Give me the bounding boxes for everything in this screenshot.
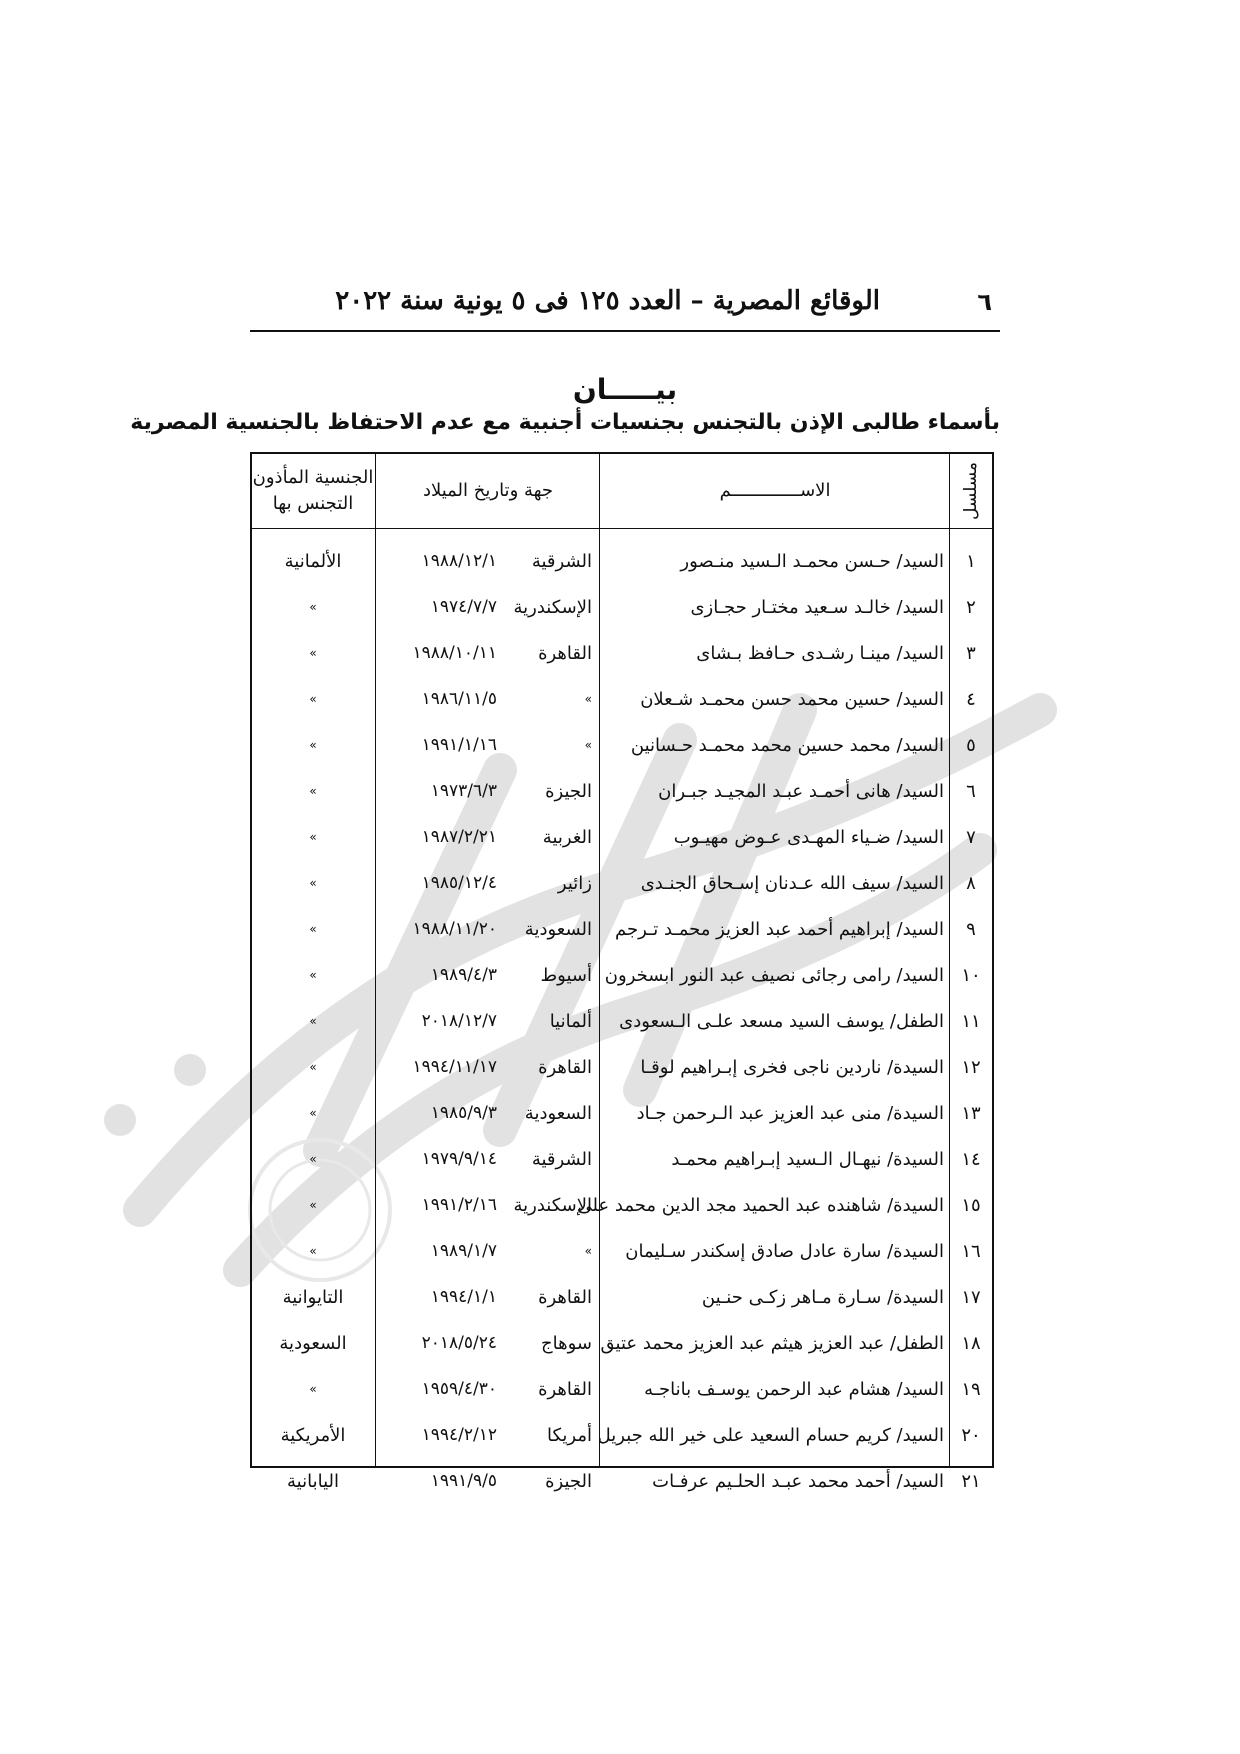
row-birth-place: الجيزة [545, 780, 592, 802]
row-name: السيد/ إبراهيم أحمد عبد العزيز محمـد تـرجم [614, 918, 944, 940]
row-birth-date: ١٩٩٤/١١/١٧ [412, 1057, 497, 1077]
row-birth-place: » [584, 692, 592, 706]
row-serial: ١٤ [961, 1148, 981, 1170]
table-row [252, 1228, 992, 1274]
page-header [250, 272, 1000, 328]
row-nationality: » [309, 646, 317, 660]
row-name: السيد/ أحمد محمد عبـد الحلـيم عرفـات [652, 1470, 944, 1492]
table-row [252, 676, 992, 722]
row-serial: ١٩ [961, 1378, 981, 1400]
row-name: السيد/ خالـد سـعيد مختـار حجـازى [690, 596, 944, 618]
row-nationality: » [309, 1382, 317, 1396]
row-serial: ١٢ [961, 1056, 981, 1078]
row-nationality: » [309, 600, 317, 614]
row-name: السيد/ حسين محمد حسن محمـد شـعلان [640, 688, 944, 710]
row-birth-date: ١٩٨٨/١٢/١ [421, 551, 497, 571]
row-birth-place: الغربية [542, 826, 592, 848]
row-nationality: » [309, 692, 317, 706]
row-nationality: » [309, 1152, 317, 1166]
table-row [252, 630, 992, 676]
row-birth-place: الإسكندرية [513, 1194, 592, 1216]
applicants-table [250, 452, 994, 1492]
row-birth-date: ١٩٥٩/٤/٣٠ [421, 1379, 497, 1399]
row-birth-place: القاهرة [538, 1378, 592, 1400]
row-name: السيد/ مينـا رشـدى حـافظ بـشاى [696, 642, 944, 664]
row-serial: ١ [966, 550, 976, 572]
table-row [252, 1366, 992, 1412]
row-nationality: السعودية [279, 1332, 347, 1354]
column-header-name: الاســـــــــــــم [719, 480, 831, 501]
column-header-nationality: الجنسية المأذون التجنس بها [252, 467, 374, 514]
row-nationality: » [309, 784, 317, 798]
table-row [252, 722, 992, 768]
row-birth-place: ألمانيا [549, 1010, 592, 1032]
row-birth-date: ١٩٨٦/١١/٥ [421, 689, 497, 709]
row-birth-date: ١٩٩١/٢/١٦ [421, 1195, 497, 1215]
row-nationality: اليابانية [287, 1470, 339, 1492]
row-nationality: » [309, 1198, 317, 1212]
row-birth-place: أسيوط [540, 964, 592, 986]
row-serial: ١٠ [961, 964, 981, 986]
row-birth-place: » [584, 1244, 592, 1258]
row-birth-date: ١٩٨٧/٢/٢١ [421, 827, 497, 847]
row-nationality: » [309, 1106, 317, 1120]
row-name: الطفل/ يوسف السيد مسعد علـى الـسعودى [619, 1010, 944, 1032]
row-name: السيد/ سيف الله عـدنان إسـحاق الجنـدى [640, 872, 944, 894]
table-row [252, 860, 992, 906]
header-divider [250, 330, 1000, 332]
table-row [252, 1136, 992, 1182]
row-serial: ٢٠ [961, 1424, 981, 1446]
column-header-serial: مسلسل [960, 462, 981, 520]
row-birth-place: أمريكا [546, 1424, 592, 1446]
row-nationality: الأمريكية [280, 1424, 346, 1446]
row-nationality: التايوانية [282, 1286, 344, 1308]
row-birth-place: القاهرة [538, 642, 592, 664]
table-row [252, 814, 992, 860]
table-row [252, 1458, 992, 1504]
row-birth-date: ١٩٩١/١/١٦ [421, 735, 497, 755]
column-header-birth: جهة وتاريخ الميلاد [422, 480, 554, 501]
row-birth-date: ١٩٨٨/١١/٢٠ [412, 919, 497, 939]
row-birth-place: سوهاج [541, 1332, 592, 1354]
row-serial: ١٣ [961, 1102, 981, 1124]
row-serial: ٦ [966, 780, 976, 802]
row-nationality: » [309, 968, 317, 982]
row-birth-place: السعودية [524, 1102, 592, 1124]
row-birth-date: ١٩٩٤/٢/١٢ [421, 1425, 497, 1445]
row-birth-place: » [584, 738, 592, 752]
table-row [252, 1274, 992, 1320]
row-birth-date: ٢٠١٨/١٢/٧ [421, 1011, 497, 1031]
row-serial: ٤ [966, 688, 976, 710]
row-birth-date: ١٩٨٩/١/٧ [430, 1241, 497, 1261]
document-subtitle: بأسماء طالبى الإذن بالتجنس بجنسيات أجنبية مع عدم الاحتفاظ بالجنسية المصرية [130, 410, 1000, 435]
row-serial: ١٦ [961, 1240, 981, 1262]
row-birth-place: السعودية [524, 918, 592, 940]
table-body [252, 538, 992, 1504]
row-name: السيد/ حـسن محمـد الـسيد منـصور [680, 550, 944, 572]
row-birth-date: ١٩٧٤/٧/٧ [430, 597, 497, 617]
table-row [252, 1044, 992, 1090]
row-nationality: » [309, 922, 317, 936]
row-nationality: » [309, 876, 317, 890]
row-birth-date: ١٩٨٥/٩/٣ [430, 1103, 497, 1123]
table-row [252, 998, 992, 1044]
row-nationality: » [309, 1060, 317, 1074]
table-row [252, 1182, 992, 1228]
row-serial: ٩ [966, 918, 976, 940]
row-birth-date: ١٩٨٨/١٠/١١ [412, 643, 497, 663]
row-name: السيدة/ نيهـال الـسيد إبـراهيم محمـد [671, 1148, 944, 1170]
header-row-divider [252, 528, 992, 529]
row-birth-date: ١٩٨٩/٤/٣ [430, 965, 497, 985]
table-row [252, 906, 992, 952]
row-name: السيدة/ سـارة مـاهر زكـى حنـين [701, 1286, 944, 1308]
row-nationality: » [309, 830, 317, 844]
row-name: السيدة/ منى عبد العزيز عبد الـرحمن جـاد [636, 1102, 944, 1124]
row-nationality: » [309, 738, 317, 752]
document-title: بيـــــان [572, 373, 678, 406]
row-birth-place: الشرقية [531, 550, 592, 572]
table-row [252, 538, 992, 584]
row-serial: ٢ [966, 596, 976, 618]
row-name: السيد/ محمد حسين محمد محمـد حـسانين [630, 734, 944, 756]
publication-title: الوقائع المصرية – العدد ١٢٥ فى ٥ يونية سنة ٢٠٢٢ [335, 286, 880, 316]
row-serial: ٢١ [961, 1470, 981, 1492]
row-birth-date: ١٩٨٥/١٢/٤ [421, 873, 497, 893]
row-birth-place: الإسكندرية [513, 596, 592, 618]
page-number: ٦ [977, 288, 992, 316]
row-serial: ٥ [966, 734, 976, 756]
table-row [252, 768, 992, 814]
row-nationality: » [309, 1244, 317, 1258]
row-name: السيد/ هانى أحمـد عبـد المجيـد جبـران [658, 780, 944, 802]
row-serial: ١٧ [961, 1286, 981, 1308]
row-birth-date: ١٩٩٤/١/١ [430, 1287, 497, 1307]
row-name: السيد/ ضـياء المهـدى عـوض مهيـوب [673, 826, 944, 848]
table-row [252, 1090, 992, 1136]
table-row [252, 952, 992, 998]
row-name: السيدة/ سارة عادل صادق إسكندر سـليمان [625, 1240, 944, 1262]
table-row [252, 1412, 992, 1458]
row-name: السيدة/ شاهنده عبد الحميد مجد الدين محمد على [577, 1194, 944, 1216]
table-row [252, 1320, 992, 1366]
row-birth-date: ١٩٧٩/٩/١٤ [421, 1149, 497, 1169]
row-birth-date: ١٩٧٣/٦/٣ [430, 781, 497, 801]
row-birth-place: الجيزة [545, 1470, 592, 1492]
row-birth-place: زائير [557, 872, 592, 894]
row-birth-place: الشرقية [531, 1148, 592, 1170]
row-nationality: » [309, 1014, 317, 1028]
row-name: السيد/ كريم حسام السعيد على خير الله جبريل [597, 1424, 944, 1446]
row-name: السيد/ رامى رجائى نصيف عبد النور ابسخرون [604, 964, 944, 986]
row-birth-place: القاهرة [538, 1056, 592, 1078]
row-birth-place: القاهرة [538, 1286, 592, 1308]
row-serial: ٣ [966, 642, 976, 664]
row-nationality: الألمانية [284, 550, 342, 572]
table-header-row [252, 454, 992, 528]
row-birth-date: ٢٠١٨/٥/٢٤ [421, 1333, 497, 1353]
row-serial: ١١ [961, 1010, 981, 1032]
row-birth-date: ١٩٩١/٩/٥ [430, 1471, 497, 1491]
row-serial: ١٥ [961, 1194, 981, 1216]
row-serial: ٨ [966, 872, 976, 894]
row-name: السيدة/ ناردين ناجى فخرى إبـراهيم لوقـا [640, 1056, 944, 1078]
row-serial: ٧ [966, 826, 976, 848]
row-serial: ١٨ [961, 1332, 981, 1354]
table-row [252, 584, 992, 630]
row-name: السيد/ هشام عبد الرحمن يوسـف باناجـه [644, 1378, 944, 1400]
row-name: الطفل/ عبد العزيز هيثم عبد العزيز محمد عتيق [600, 1332, 944, 1354]
